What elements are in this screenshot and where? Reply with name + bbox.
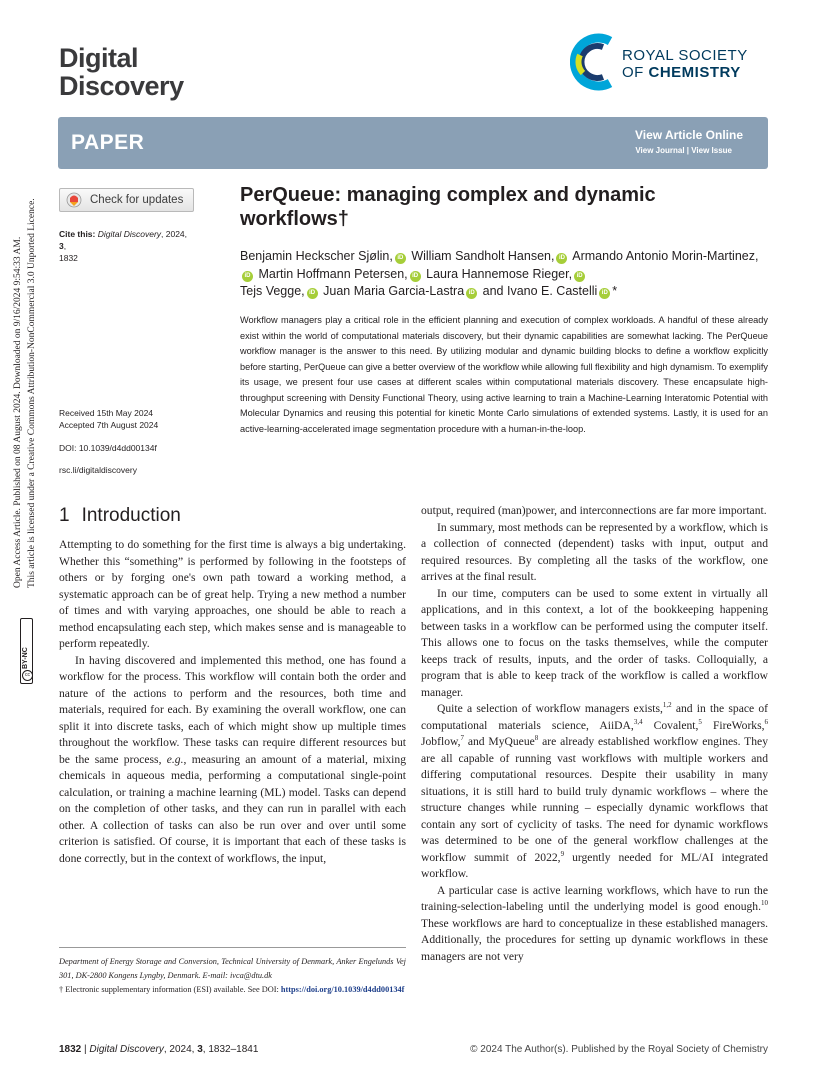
affiliation: Department of Energy Storage and Conversion, Technical University of Denmark, Anker Engelunds Vej 301, DK-2800 Kongens Lyngby, Denmark. E-mail: ivca@dtu.dk xyxy=(59,957,406,980)
cite-details: , 2024, xyxy=(161,229,188,239)
journal-name-line2: Discovery xyxy=(59,71,184,101)
publisher-line2-prefix: OF xyxy=(622,64,649,81)
paragraph-text: A particular case is active learning workflows, which have to run the training-selection-labeling until the underlying model is good enough. xyxy=(421,883,768,913)
paragraph xyxy=(421,701,768,883)
footnote-divider xyxy=(59,947,406,948)
reference-link[interactable]: 1,2 xyxy=(662,701,672,710)
cc-license-badge[interactable] xyxy=(20,618,33,684)
article-type: PAPER xyxy=(71,131,145,154)
orcid-icon[interactable]: iD xyxy=(307,288,318,299)
esi-text: † Electronic supplementary information (ESI) available. See DOI: xyxy=(59,984,281,994)
paragraph-text: Quite a selection of workflow managers exists, xyxy=(437,702,663,715)
orcid-icon[interactable]: iD xyxy=(466,288,477,299)
citation-info xyxy=(59,228,189,264)
paragraph-text: In having discovered and implemented this method, one has found a workflow for the process. This workflow will contain both the order and nature of the actions to perform and the resources, both time and materials, required for each. By examining the overall workflow, one can split it into discrete tasks, each of which might show up multiple times throughout the workflow. These tasks can require different resources but be the same process, xyxy=(59,653,406,766)
paragraph-text: are already established workflow engines. They are all capable of running vast workflows with multiple workers and differing computational resources. Despite their usability in many situations, it is still hard to build truly dynamic workflows – where the structure changes while running – especially dynamic workflows that contain any sort of cyclicity of tasks. The need for dynamic workflows was determined to be one of the general workflow challenges at the workflow summit of 2022, xyxy=(421,735,768,864)
copyright-notice: © 2024 The Author(s). Published by the Royal Society of Chemistry xyxy=(470,1044,768,1055)
footer-sep: | xyxy=(81,1044,90,1055)
cite-pages-sep: , xyxy=(63,241,67,251)
body-column-left xyxy=(59,537,406,867)
paragraph: Attempting to do something for the first time is always a big undertaking. Whether this “something” is performed by following in the footsteps of others or by forging one's own path toward a working method, a systematic approach can be of great help. Trying a new method a number of times and with varying approaches, one should be able to reach a method encapsulating each step, which makes sense and is manageable to perform repeatedly. xyxy=(59,538,406,650)
reference-link[interactable]: 7 xyxy=(460,734,465,743)
author: William Sandholt Hansen, xyxy=(411,249,555,263)
view-links-separator: | xyxy=(684,146,692,155)
article-doi[interactable]: DOI: 10.1039/d4dd00134f xyxy=(59,443,157,453)
check-updates-label: Check for updates xyxy=(90,194,184,206)
esi-note xyxy=(59,983,406,997)
publisher-line1: ROYAL SOCIETY xyxy=(622,47,748,64)
abstract: Workflow managers play a critical role in the efficient planning and execution of complex workloads. A handful of these already exist within the world of computational materials discovery, but their dynamic capabilities are somewhat lacking. The PerQueue workflow manager is the answer to this need. By utilizing modular and dynamic building blocks to define a workflow explicitly before starting, PerQueue can give a better overview of the workflow while allowing full flexibility and high dynamism. To exemplify its usage, we present four use cases at different scales within computational materials discovery. These encapsulate high-throughput screening with Density Functional Theory, using active learning to train a Machine-Learning Interatomic Potential with Molecular Dynamics and reusing this potential for kinetic Monte Carlo simulations of extended systems. Lastly, it is used for an active-learning-accelerated image segmentation procedure with a human-in-the-loop. xyxy=(240,315,768,434)
section-title: Introduction xyxy=(81,505,181,526)
section-number: 1 xyxy=(59,505,70,526)
paragraph: output, required (man)power, and interconnections are far more important. xyxy=(421,504,767,517)
author-list xyxy=(240,248,770,301)
journal-logo xyxy=(59,44,184,100)
paragraph xyxy=(421,883,768,966)
paragraph-text: Covalent, xyxy=(642,718,699,732)
cite-page-number: 1832 xyxy=(59,253,78,263)
page-footer-left xyxy=(59,1044,258,1055)
paragraph-text: Jobflow, xyxy=(421,735,461,748)
paragraph-text: FireWorks, xyxy=(701,718,765,732)
view-article-online-link[interactable]: View Article Online xyxy=(634,128,743,142)
received-date: Received 15th May 2024 xyxy=(59,408,154,418)
cite-journal: Digital Discovery xyxy=(97,229,162,239)
cc-icon: cc xyxy=(22,670,33,681)
reference-link[interactable]: 5 xyxy=(698,717,702,726)
orcid-icon[interactable]: iD xyxy=(410,271,421,282)
paragraph-text: and MyQueue xyxy=(464,735,535,748)
author: Laura Hannemose Rieger, xyxy=(426,266,573,281)
cite-volume: 3 xyxy=(59,241,64,251)
orcid-icon[interactable]: iD xyxy=(574,271,585,282)
paragraph-text: These workflows are hard to conceptualize in these established managers. Additionally, the procedures for setting up dynamic workflows in these managers are not very xyxy=(421,916,768,963)
footer-pages: , 1832–1841 xyxy=(202,1044,259,1055)
journal-link[interactable]: rsc.li/digitaldiscovery xyxy=(59,465,137,475)
paragraph: In our time, computers can be used to some extent in virtually all applications, and in this context, a lot of the bookkeeping happening between tasks in a workflow can be performed using the computer itself. This allows one to focus on the tasks themselves, while the computer keeps track of results, inputs, and the order of tasks. Colloquially, a program that is able to keep track of the workflow is called a workflow manager. xyxy=(421,586,768,699)
section-heading xyxy=(59,505,181,527)
reference-link[interactable]: 10 xyxy=(761,899,768,908)
author: Juan Maria Garcia-Lastra xyxy=(323,284,465,298)
paragraph xyxy=(59,653,406,868)
orcid-icon[interactable]: iD xyxy=(599,288,610,299)
author: and Ivano E. Castelli xyxy=(482,284,598,298)
rsc-logo-icon xyxy=(570,33,620,91)
reference-link[interactable]: 6 xyxy=(764,717,769,726)
article-dates xyxy=(59,407,209,431)
article-title: PerQueue: managing complex and dynamic workflows† xyxy=(240,184,656,230)
open-access-statement: Open Access Article. Published on 08 August 2024. Downloaded on 9/16/2024 9:54:33 AM. xyxy=(13,236,23,588)
check-for-updates-button[interactable] xyxy=(59,188,194,212)
reference-link[interactable]: 8 xyxy=(534,734,539,743)
author: Armando Antonio Morin-Martinez, xyxy=(572,249,759,263)
orcid-icon[interactable]: iD xyxy=(395,253,406,264)
footer-year: , 2024, xyxy=(163,1044,198,1055)
publisher-name xyxy=(622,47,748,81)
footnotes xyxy=(59,955,406,996)
orcid-icon[interactable]: iD xyxy=(242,271,253,282)
article-type-banner xyxy=(58,117,768,169)
paragraph-italic: e.g. xyxy=(166,752,184,766)
reference-link[interactable]: 9 xyxy=(560,849,565,858)
paragraph: In summary, most methods can be represented by a workflow, which is a collection of connected (dependent) tasks with input, output and required resources. By completing all the tasks of the workflow, one arrives at the final result. xyxy=(421,520,768,583)
footer-journal: Digital Discovery xyxy=(89,1044,164,1055)
view-issue-link[interactable]: View Issue xyxy=(691,146,732,155)
check-updates-icon xyxy=(66,192,82,208)
page-number: 1832 xyxy=(59,1044,82,1055)
cite-label: Cite this: xyxy=(59,229,98,239)
publisher-line2-bold: CHEMISTRY xyxy=(648,64,741,81)
body-column-right xyxy=(421,503,768,965)
view-links xyxy=(635,146,732,155)
paragraph-text: , measuring an amount of a material, mixing chemicals in aqueous media, performing a computational single-point calculation, or training a machine learning (ML) model. Tasks can depend on the completion of other tasks, and they can run in parallel with each other. A collection of tasks can also be run over and over until some criterion is satisfied. Of course, it is important that each of these tasks is done correctly, but in the context of workflows, the input, xyxy=(59,752,406,865)
corresponding-author-mark: * xyxy=(612,284,618,298)
license-badge-text: BY-NC xyxy=(22,647,29,669)
view-journal-link[interactable]: View Journal xyxy=(635,146,685,155)
orcid-icon[interactable]: iD xyxy=(556,253,567,264)
license-statement: This article is licensed under a Creative Commons Attribution-NonCommercial 3.0 Unported Licence. xyxy=(27,198,37,588)
author: Martin Hoffmann Petersen, xyxy=(258,266,408,281)
journal-name-line1: Digital xyxy=(59,43,139,73)
paragraph-text: urgently needed for ML/AI integrated workflow. xyxy=(421,850,768,880)
esi-link[interactable]: https://doi.org/10.1039/d4dd00134f xyxy=(280,984,405,994)
author: Tejs Vegge, xyxy=(240,284,305,298)
reference-link[interactable]: 3,4 xyxy=(633,717,643,726)
author: Benjamin Heckscher Sjølin, xyxy=(240,249,393,263)
footer-volume: 3 xyxy=(197,1044,203,1055)
paragraph-text: and in the space of computational materials science, AiiDA, xyxy=(421,702,768,732)
accepted-date: Accepted 7th August 2024 xyxy=(59,420,159,430)
